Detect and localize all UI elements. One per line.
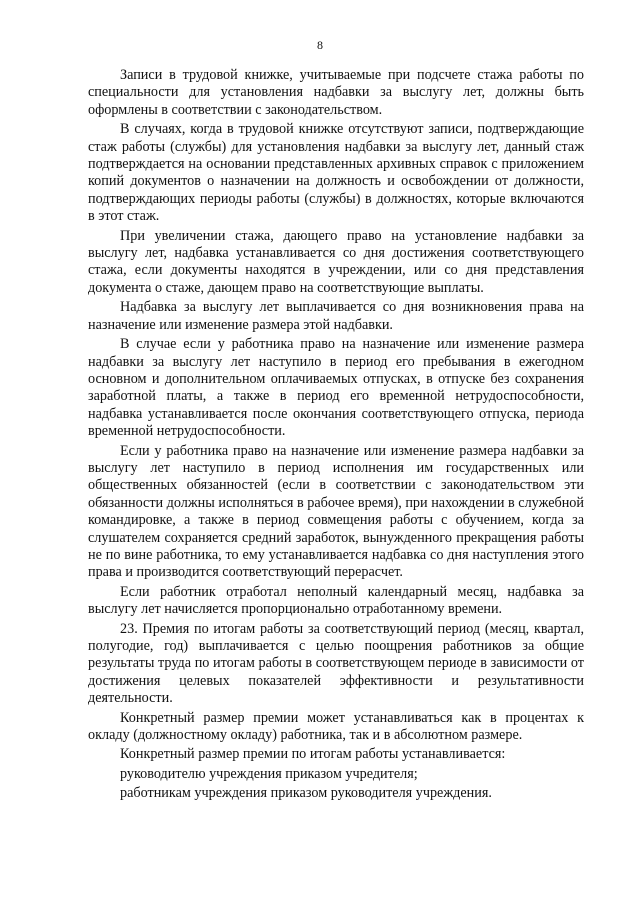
paragraph-work-book-records: Записи в трудовой книжке, учитываемые при подсчете стажа работы по специальности для установления надбавки за выслугу лет, должны быть оформлены в соответствии с законодательством. (88, 67, 584, 118)
paragraph-bonus-established: Конкретный размер премии по итогам работы устанавливается: (120, 746, 506, 763)
paragraph-vacation-case: В случае если у работника право на назначение или изменение размера надбавки за выслугу лет наступило в период его пребывания в ежегодном основном и дополнительном оплачиваемых отпусках, в отпуске без сохранения заработной платы, а также в период его временной нетрудоспособности, надбавка устанавливается после окончания соответствующего отпуска, периода временной нетрудоспособности. (88, 336, 584, 440)
document-body (88, 67, 584, 805)
paragraph-bonus-head: руководителю учреждения приказом учредителя; (120, 765, 418, 782)
paragraph-payment-start: Надбавка за выслугу лет выплачивается со дня возникновения права на назначение или изменение размера этой надбавки. (88, 299, 584, 333)
paragraph-missing-records: В случаях, когда в трудовой книжке отсутствуют записи, подтверждающие стаж работы (службы) для установления надбавки за выслугу лет, данный стаж подтверждается на основании представленных архивных справок с приложением копий документов о назначении на должность и освобождении от должности, подтверждающих периоды работы (службы) в должностях, которые включаются в этот стаж. (88, 121, 584, 225)
paragraph-bonus-size: Конкретный размер премии может устанавливаться как в процентах к окладу (должностному окладу) работника, так и в абсолютном размере. (88, 709, 584, 744)
paragraph-duties-case: Если у работника право на назначение или изменение размера надбавки за выслугу лет наступило в период исполнения им государственных или общественных обязанностей (если в соответствии с законодательством эти обязанности должны исполняться в рабочее время), при нахождении в служебной командировке, а также в период совмещения работы с обучением, когда за слушателем сохраняется средний заработок, вынужденного прекращения работы не по вине работника, то ему устанавливается надбавка со дня наступления этого права и производится соответствующий перерасчет. (88, 442, 584, 581)
page-number: 8 (317, 38, 323, 52)
paragraph-bonus-23: 23. Премия по итогам работы за соответствующий период (месяц, квартал, полугодие, год) выплачивается с целью поощрения работников за общие результаты труда по итогам работы в соответствующем периоде в зависимости от достижения целевых показателей эффективности и результативности деятельности. (88, 620, 584, 707)
paragraph-partial-month: Если работник отработал неполный календарный месяц, надбавка за выслугу лет начисляется пропорционально отработанному времени. (88, 583, 584, 618)
paragraph-bonus-employees: работникам учреждения приказом руководителя учреждения. (120, 785, 492, 802)
paragraph-seniority-increase: При увеличении стажа, дающего право на установление надбавки за выслугу лет, надбавка устанавливается со дня достижения соответствующего стажа, если документы находятся в учреждении, или со дня представления документа о стаже, дающем право на соответствующие выплаты. (88, 227, 584, 296)
